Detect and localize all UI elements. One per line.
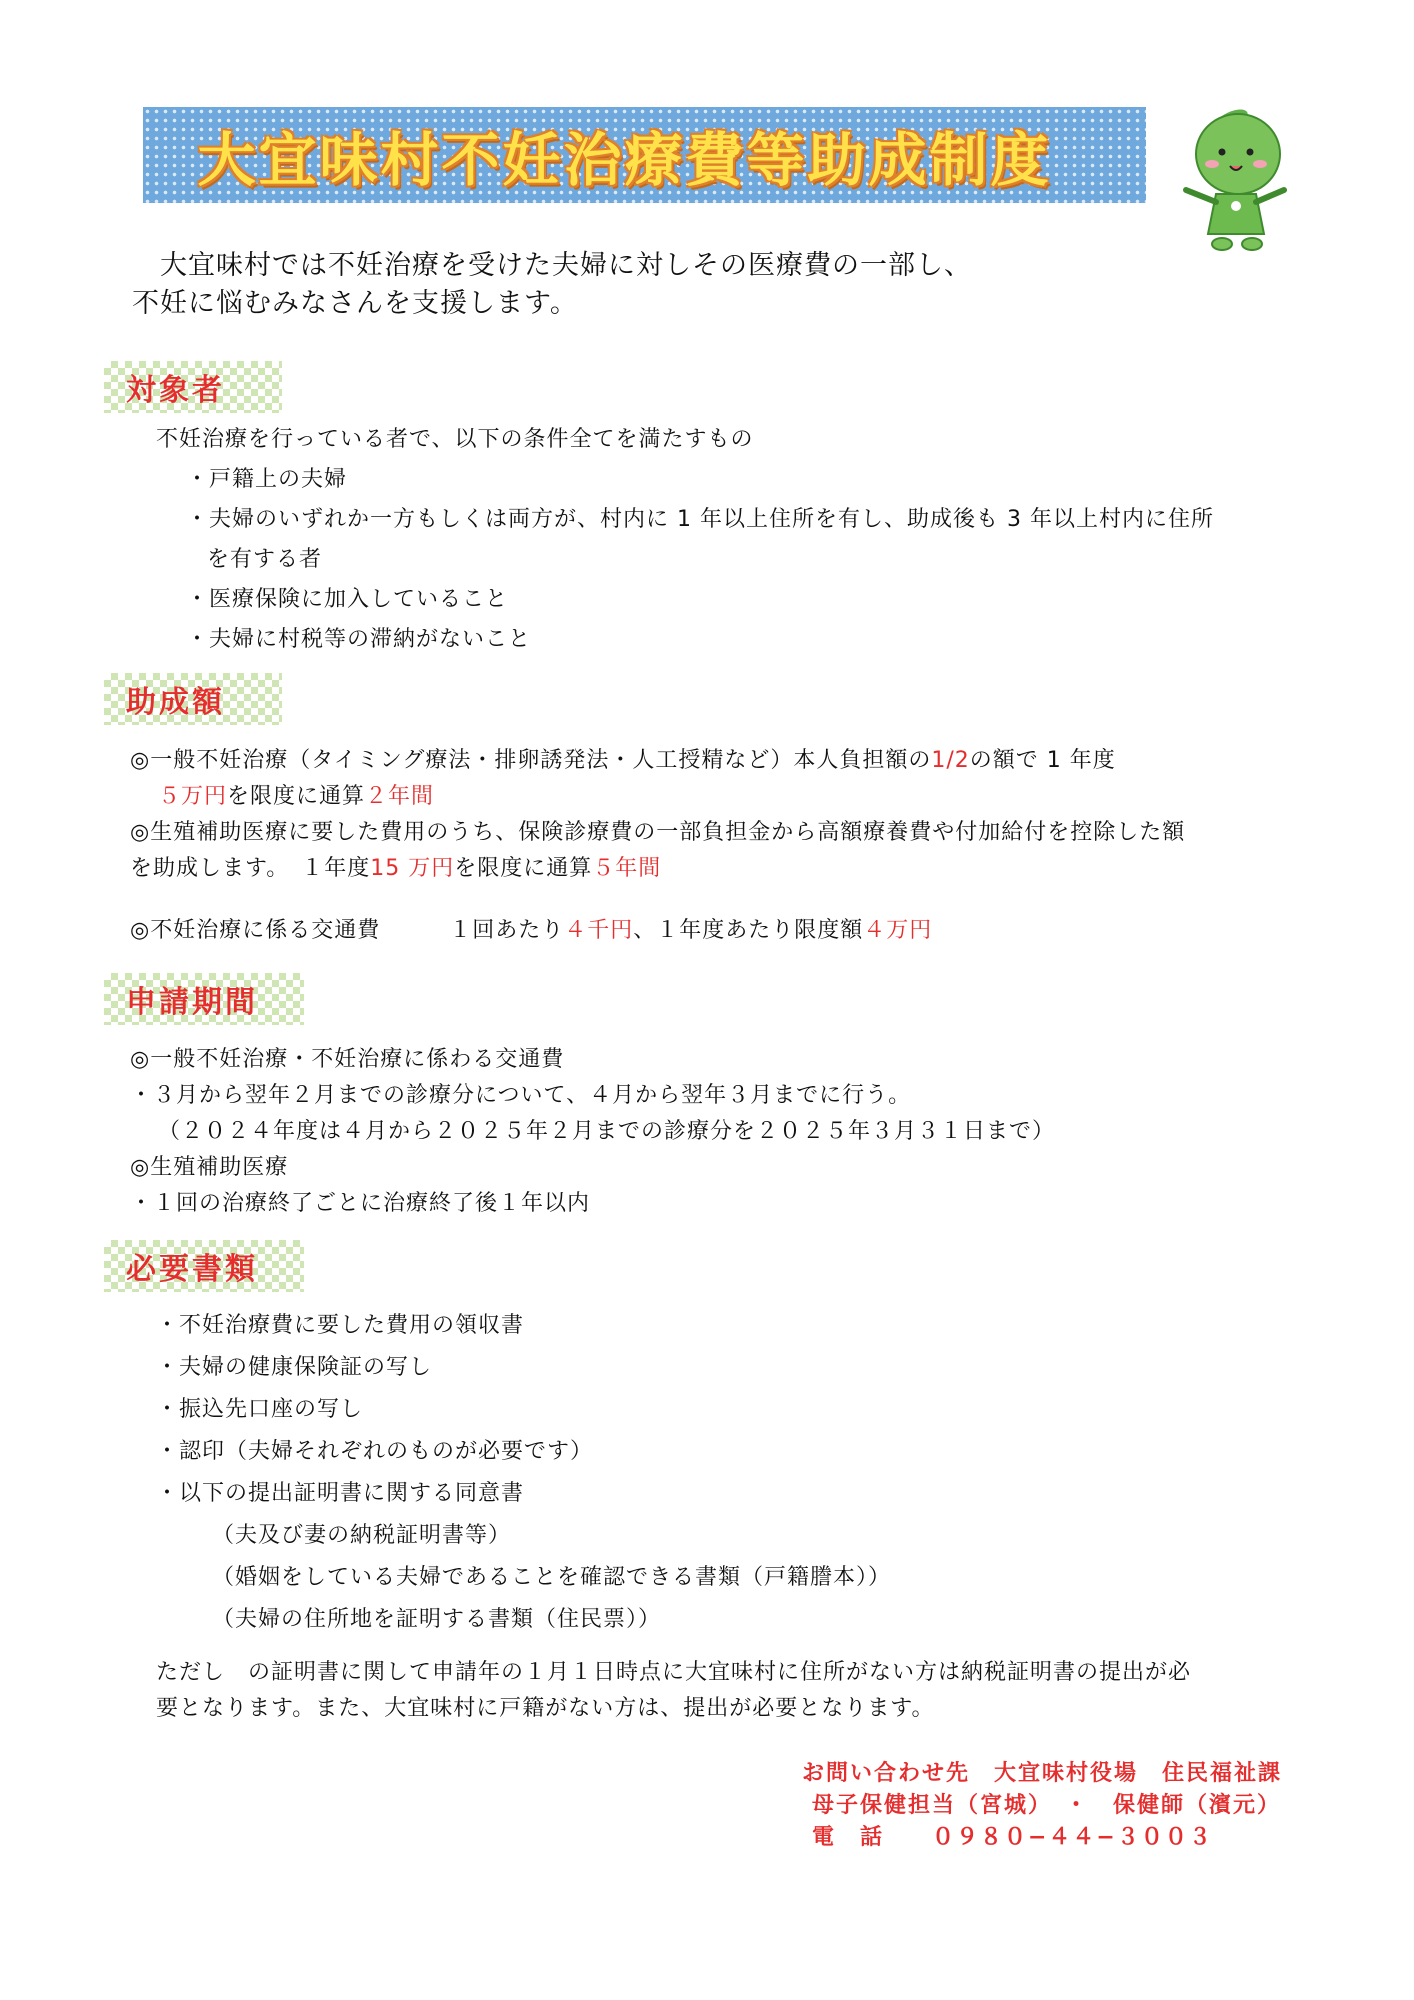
amount-general-line: ◎一般不妊治療（タイミング療法・排卵誘発法・人工授精など）本人負担額の1/2の額で 1 年度 bbox=[130, 748, 1116, 773]
target-lead: 不妊治療を行っている者で、以下の条件全てを満たすもの bbox=[156, 427, 754, 452]
amount-transport-line: ◎不妊治療に係る交通費 １回あたり４千円、１年度あたり限度額４万円 bbox=[130, 918, 933, 943]
transport-per-visit-value: ４千円 bbox=[564, 918, 634, 943]
document-item: ・振込先口座の写し bbox=[156, 1397, 364, 1422]
section-heading-target: 対象者 bbox=[104, 361, 282, 413]
general-years-value: ２年間 bbox=[365, 784, 435, 809]
document-sub-item: （婚姻をしている夫婦であることを確認できる書類（戸籍謄本）） bbox=[212, 1565, 892, 1590]
amount-details bbox=[130, 743, 1185, 949]
documents-list bbox=[156, 1305, 891, 1641]
section-heading-period: 申請期間 bbox=[104, 973, 304, 1025]
amount-assisted-limit: を助成します。 １年度15 万円を限度に通算５年間 bbox=[130, 856, 662, 881]
section-heading-amount: 助成額 bbox=[104, 673, 282, 725]
amount-general-limit: ５万円を限度に通算２年間 bbox=[158, 784, 435, 809]
period-line: （２０２４年度は４月から２０２５年２月までの診療分を２０２５年３月３１日まで） bbox=[158, 1119, 1056, 1144]
title-banner bbox=[143, 107, 1146, 203]
document-item: ・以下の提出証明書に関する同意書 bbox=[156, 1481, 525, 1506]
section-heading-documents: 必要書類 bbox=[104, 1240, 304, 1292]
page-title: 大宜味村不妊治療費等助成制度 bbox=[197, 126, 1052, 194]
documents-note-line: ただし の証明書に関して申請年の１月１日時点に大宜味村に住所がない方は納税証明書の提出が必 bbox=[156, 1660, 1192, 1685]
period-line: ◎生殖補助医療 bbox=[130, 1155, 289, 1180]
mascot-illustration bbox=[1166, 94, 1296, 264]
contact-phone: 電 話 ０９８０−４４−３００３ bbox=[812, 1825, 1213, 1850]
target-conditions bbox=[156, 420, 1214, 660]
period-details bbox=[130, 1042, 1055, 1222]
period-line: ◎一般不妊治療・不妊治療に係わる交通費 bbox=[130, 1047, 565, 1072]
document-item: ・夫婦の健康保険証の写し bbox=[156, 1355, 433, 1380]
document-sub-item: （夫及び妻の納税証明書等） bbox=[212, 1523, 512, 1548]
intro-line-1: 大宜味村では不妊治療を受けた夫婦に対しその医療費の一部し、 bbox=[160, 250, 972, 281]
transport-yearly-value: ４万円 bbox=[863, 918, 933, 943]
document-item: ・認印（夫婦それぞれのものが必要です） bbox=[156, 1439, 594, 1464]
intro-line-2: 不妊に悩むみなさんを支援します。 bbox=[132, 288, 578, 319]
target-item: ・戸籍上の夫婦 bbox=[186, 467, 348, 492]
contact-info bbox=[802, 1758, 1282, 1854]
intro-text bbox=[132, 247, 1312, 323]
documents-note bbox=[156, 1655, 1191, 1727]
period-line: ・１回の治療終了ごとに治療終了後１年以内 bbox=[130, 1191, 591, 1216]
documents-note-line: 要となります。また、大宜味村に戸籍がない方は、提出が必要となります。 bbox=[156, 1696, 935, 1721]
contact-line-1: お問い合わせ先 大宜味村役場 住民福祉課 bbox=[802, 1761, 1283, 1786]
assisted-limit-value: 15 万円 bbox=[370, 856, 455, 881]
target-item-continued: を有する者 bbox=[207, 547, 323, 572]
contact-line-2: 母子保健担当（宮城） ・ 保健師（濱元） bbox=[812, 1793, 1282, 1818]
general-limit-value: ５万円 bbox=[158, 784, 228, 809]
target-item: ・医療保険に加入していること bbox=[186, 587, 509, 612]
document-sub-item: （夫婦の住所地を証明する書類（住民票）） bbox=[212, 1607, 662, 1632]
period-line: ・３月から翌年２月までの診療分について、４月から翌年３月までに行う。 bbox=[130, 1083, 912, 1108]
target-item: ・夫婦に村税等の滞納がないこと bbox=[186, 627, 532, 652]
amount-assisted-line: ◎生殖補助医療に要した費用のうち、保険診療費の一部負担金から高額療養費や付加給付を控除した額 bbox=[130, 820, 1186, 845]
ratio-value: 1/2 bbox=[931, 748, 970, 773]
document-item: ・不妊治療費に要した費用の領収書 bbox=[156, 1313, 525, 1338]
assisted-years-value: ５年間 bbox=[592, 856, 662, 881]
target-item: ・夫婦のいずれか一方もしくは両方が、村内に 1 年以上住所を有し、助成後も 3 年以上村内に住所 bbox=[186, 507, 1214, 532]
